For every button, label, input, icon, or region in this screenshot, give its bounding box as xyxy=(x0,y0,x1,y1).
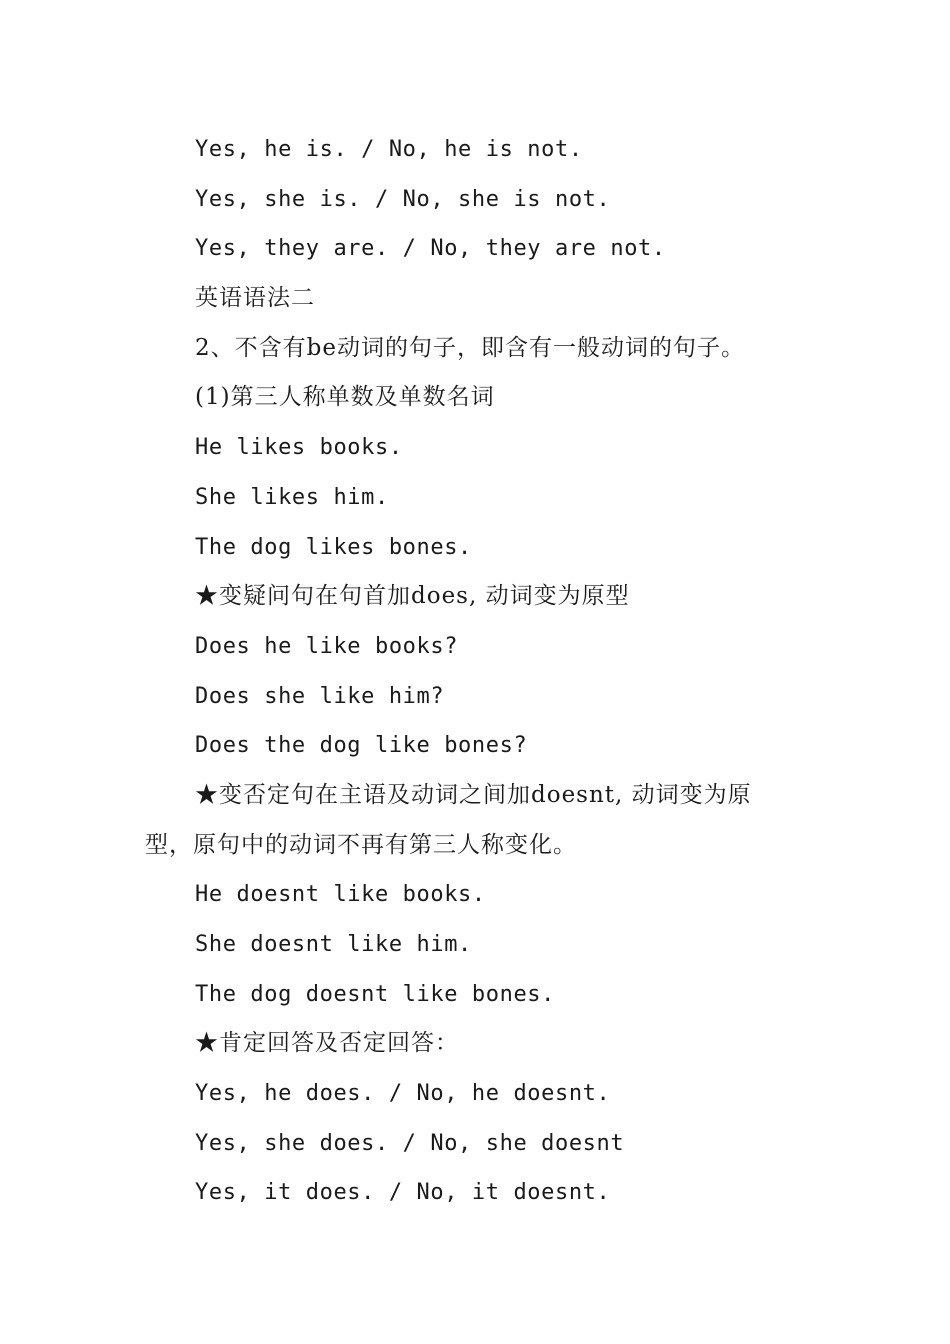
example-line: He likes books. xyxy=(195,435,403,461)
question-example: Does he like books? xyxy=(195,633,459,659)
answer-rule: ★肯定回答及否定回答： xyxy=(195,1030,459,1057)
answer-line-they-are: Yes, they are. / No, they are not. xyxy=(195,236,666,262)
negative-rule-continued: 型，原句中的动词不再有第三人称变化。 xyxy=(145,831,577,858)
document-body xyxy=(145,125,810,1218)
section-heading: 英语语法二 xyxy=(195,285,315,312)
example-line: She likes him. xyxy=(195,484,389,510)
answer-line-she-is: Yes, she is. / No, she is not. xyxy=(195,186,611,212)
subrule-heading: (1)第三人称单数及单数名词 xyxy=(195,384,495,411)
negative-rule: ★变否定句在主语及动词之间加doesnt, 动词变为原 xyxy=(195,781,752,808)
answer-example: Yes, she does. / No, she doesnt xyxy=(195,1130,625,1156)
question-example: Does she like him? xyxy=(195,683,445,709)
question-rule: ★变疑问句在句首加does, 动词变为原型 xyxy=(195,583,630,610)
question-example: Does the dog like bones? xyxy=(195,733,528,759)
answer-line-he-is: Yes, he is. / No, he is not. xyxy=(195,137,583,162)
negative-example: He doesnt like books. xyxy=(195,882,486,908)
rule-heading: 2、不含有be动词的句子，即含有一般动词的句子。 xyxy=(195,334,745,361)
example-line: The dog likes bones. xyxy=(195,534,472,560)
negative-example: She doesnt like him. xyxy=(195,932,472,957)
negative-example: The dog doesnt like bones. xyxy=(195,981,555,1007)
answer-example: Yes, it does. / No, it doesnt. xyxy=(195,1180,611,1206)
answer-example: Yes, he does. / No, he doesnt. xyxy=(195,1081,611,1107)
